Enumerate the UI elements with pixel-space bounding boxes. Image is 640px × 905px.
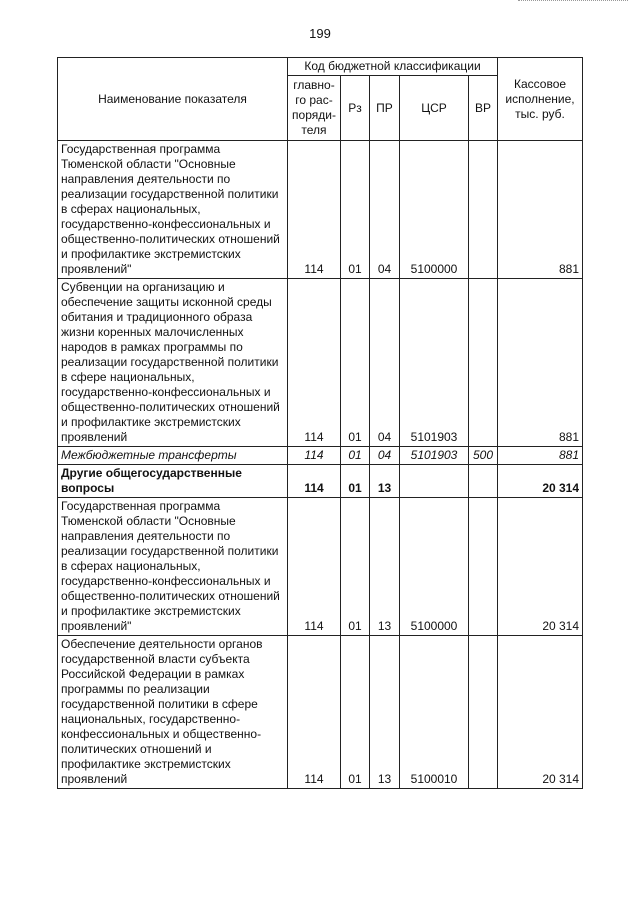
row-target-article — [400, 465, 469, 498]
row-chief-administrator: 114 — [288, 447, 341, 465]
row-section: 01 — [341, 465, 370, 498]
row-amount: 881 — [498, 447, 583, 465]
row-chief-administrator: 114 — [288, 636, 341, 789]
row-section: 01 — [341, 636, 370, 789]
row-name: Обеспечение деятельности органов государственной власти субъекта Российской Федерации в рамках программы по реализации государственной политики в сфере национальных, государственно-конфессиональных и общественно-политических отношений и профилактике экстремистских проявлений — [58, 636, 288, 789]
row-amount: 881 — [498, 279, 583, 447]
row-target-article: 5101903 — [400, 279, 469, 447]
row-section: 01 — [341, 447, 370, 465]
table-row — [58, 498, 583, 636]
row-chief-administrator: 114 — [288, 279, 341, 447]
row-expense-type — [469, 279, 498, 447]
row-target-article: 5100000 — [400, 498, 469, 636]
row-name: Государственная программа Тюменской области "Основные направления деятельности по реализации государственной политики в сферах национальных, государственно-конфессиональных и общественно-политических отношений и профилактике экстремистских проявлений" — [58, 498, 288, 636]
row-amount: 881 — [498, 141, 583, 279]
header-expense-type: ВР — [469, 76, 498, 141]
row-name: Субвенции на организацию и обеспечение защиты исконной среды обитания и традиционного образа жизни коренных малочисленных народов в рамках программы по реализации государственной политики в сфере национальных, государственно-конфессиональных и общественно-политических отношений и профилактике экстремистских проявлений — [58, 279, 288, 447]
header-subsection: ПР — [370, 76, 400, 141]
budget-execution-table — [57, 57, 583, 789]
row-section: 01 — [341, 141, 370, 279]
row-subsection: 13 — [370, 465, 400, 498]
row-section: 01 — [341, 279, 370, 447]
table-row — [58, 279, 583, 447]
row-subsection: 13 — [370, 636, 400, 789]
header-target-article: ЦСР — [400, 76, 469, 141]
row-subsection: 04 — [370, 279, 400, 447]
table-row — [58, 141, 583, 279]
row-chief-administrator: 114 — [288, 498, 341, 636]
row-amount: 20 314 — [498, 465, 583, 498]
table-row — [58, 465, 583, 498]
table-row — [58, 636, 583, 789]
row-target-article: 5100000 — [400, 141, 469, 279]
row-name: Межбюджетные трансферты — [58, 447, 288, 465]
row-expense-type: 500 — [469, 447, 498, 465]
scan-corner-mark — [518, 0, 628, 6]
row-expense-type — [469, 465, 498, 498]
header-section: Рз — [341, 76, 370, 141]
row-subsection: 04 — [370, 447, 400, 465]
row-chief-administrator: 114 — [288, 141, 341, 279]
header-cash-execution: Кассовое исполнение, тыс. руб. — [498, 58, 583, 141]
row-name: Другие общегосударственные вопросы — [58, 465, 288, 498]
row-expense-type — [469, 636, 498, 789]
row-target-article: 5100010 — [400, 636, 469, 789]
row-name: Государственная программа Тюменской области "Основные направления деятельности по реализации государственной политики в сферах национальных, государственно-конфессиональных и общественно-политических отношений и профилактике экстремистских проявлений" — [58, 141, 288, 279]
row-expense-type — [469, 141, 498, 279]
row-subsection: 04 — [370, 141, 400, 279]
row-target-article: 5101903 — [400, 447, 469, 465]
row-amount: 20 314 — [498, 498, 583, 636]
row-expense-type — [469, 498, 498, 636]
row-amount: 20 314 — [498, 636, 583, 789]
page-number: 199 — [309, 26, 331, 41]
header-chief-administrator: главно-го рас-поряди-теля — [288, 76, 341, 141]
header-indicator-name: Наименование показателя — [58, 58, 288, 141]
row-subsection: 13 — [370, 498, 400, 636]
row-section: 01 — [341, 498, 370, 636]
table-row — [58, 447, 583, 465]
header-budget-code-group: Код бюджетной классификации — [288, 58, 498, 76]
row-chief-administrator: 114 — [288, 465, 341, 498]
